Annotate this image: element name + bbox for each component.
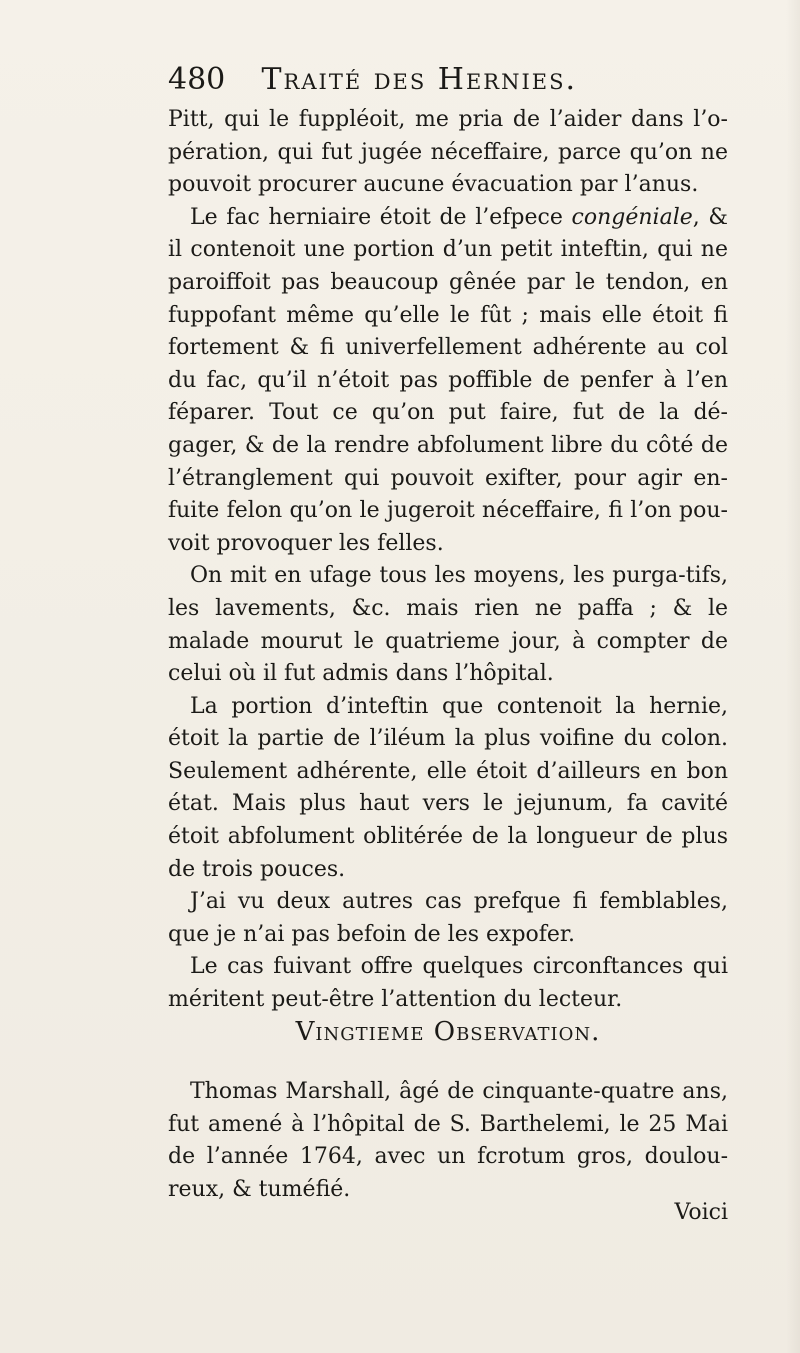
paragraph-5: J’ai vu deux autres cas prefque fi femblables, que je n’ai pas befoin de les expofer. [168, 889, 728, 947]
catchword: Voici [674, 1200, 728, 1225]
paragraph-4: La portion d’inteftin que contenoit la hernie, étoit la partie de l’iléum la plus voifine du colon. Seulement adhérente, elle étoit d’ailleurs en bon état. Mais plus haut vers le jejunum, fa cavité étoit abfolument oblitérée de la longueur de plus de trois pouces. [168, 693, 728, 882]
paragraph-3: On mit en ufage tous les moyens, les purga-tifs, les lavements, &c. mais rien ne paffa ; & le malade mourut le quatrieme jour, à compter de celui où il fut admis dans l’hôpital. [168, 563, 728, 687]
paragraph-2-end: , & il contenoit une portion d’un petit inteftin, qui ne paroiffoit pas beaucoup gênée par le tendon, en fuppofant même qu’elle le fût ; mais elle étoit fi fortement & fi univerfellement adhérente au col du fac, qu’il n’étoit pas poffible de penfer à l’en féparer. Tout ce qu’on put faire, fut de la dé-gager, & de la rendre abfolument libre du côté de l’étranglement qui pouvoit exifter, pour agir en-fuite felon qu’on le jugeroit néceffaire, fi l’on pou-voit provoquer les felles. [168, 204, 728, 556]
paragraph-1: Pitt, qui le fuppléoit, me pria de l’aider dans l’o-pération, qui fut jugée néceffaire, parce qu’on ne pouvoit procurer aucune évacuation par l’anus. [168, 107, 728, 198]
body-text [168, 104, 728, 1017]
paragraph-2 [168, 202, 728, 561]
body-text-2 [168, 1076, 728, 1206]
paragraph-6: Le cas fuivant offre quelques circonftances qui méritent peut-être l’attention du lecteur. [168, 954, 728, 1013]
paragraph-2-emphasis: congéniale [571, 204, 693, 230]
page-edge-shadow [786, 0, 800, 1353]
paragraph-2-start: Le fac herniaire étoit de l’efpece [190, 204, 572, 230]
section-heading: Vingtieme Observation. [295, 1017, 601, 1047]
page-header [168, 58, 648, 102]
paragraph-7: Thomas Marshall, âgé de cinquante-quatre ans, fut amené à l’hôpital de S. Barthelemi, le 25 Mai de l’année 1764, avec un fcrotum gros, doulou-reux, & tuméfié. [168, 1079, 728, 1202]
running-title: Traité des Hernies. [261, 62, 578, 97]
page-number: 480 [168, 62, 226, 97]
